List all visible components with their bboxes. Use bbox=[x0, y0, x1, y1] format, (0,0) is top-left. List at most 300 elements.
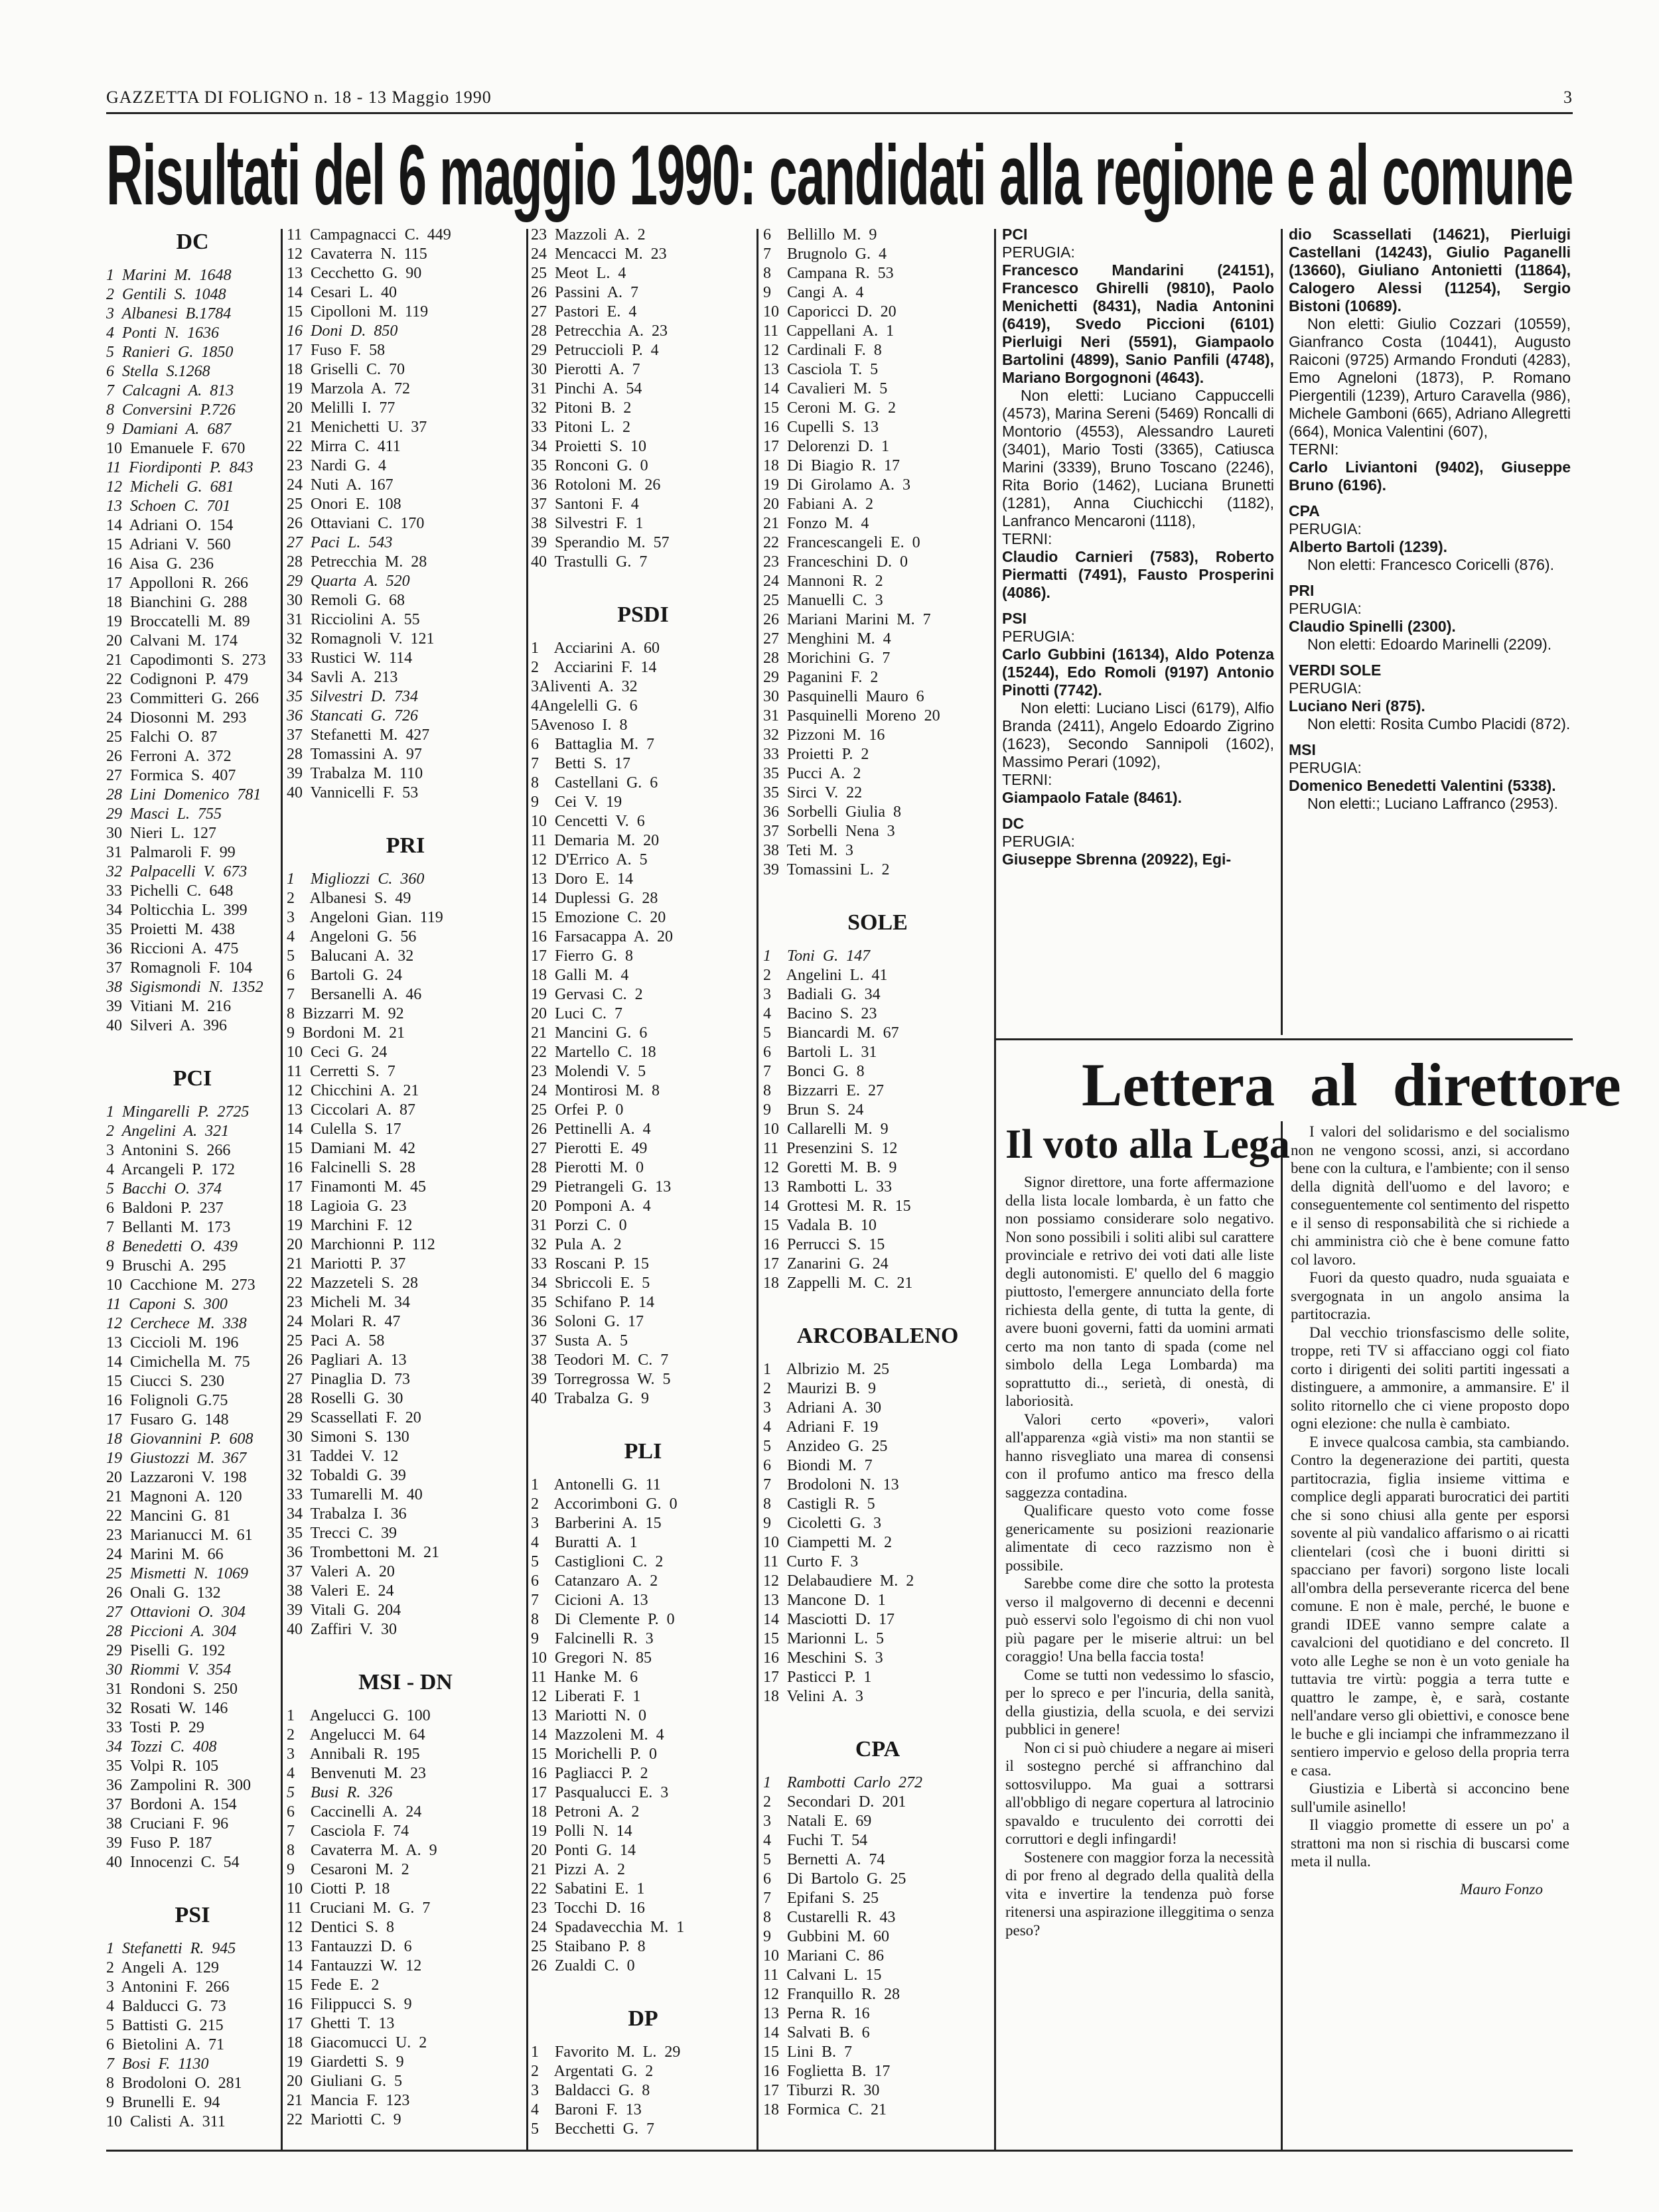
candidate-row: 24 Mannoni R. 2 bbox=[763, 573, 883, 590]
candidate-row: 2 Albanesi S. 49 bbox=[287, 890, 411, 907]
candidate-row: 12 Micheli G. 681 bbox=[106, 478, 234, 496]
candidate-row: 38 Valeri E. 24 bbox=[287, 1582, 394, 1600]
candidate-row: 21 Magnoni A. 120 bbox=[106, 1488, 242, 1505]
candidate-row: 1 Angelucci G. 100 bbox=[287, 1707, 431, 1724]
candidate-row: 12 Liberati F. 1 bbox=[531, 1688, 641, 1705]
candidate-row: 16 Doni D. 850 bbox=[287, 322, 398, 340]
candidate-row: 1 Marini M. 1648 bbox=[106, 267, 232, 284]
candidate-row: 28 Lini Domenico 781 bbox=[106, 786, 261, 803]
elected-list: Claudio Carnieri (7583), Roberto Piermatti (7491), Fausto Prosperini (4086). bbox=[1002, 548, 1274, 601]
candidate-row: 36 Zampolini R. 300 bbox=[106, 1777, 251, 1794]
candidate-row: 10 Callarelli M. 9 bbox=[763, 1121, 889, 1138]
candidate-row: 29 Masci L. 755 bbox=[106, 805, 222, 823]
candidate-row: 1 Favorito M. L. 29 bbox=[531, 2043, 681, 2061]
candidate-row: 17 Zanarini G. 24 bbox=[763, 1255, 889, 1273]
candidate-row: 4 Bacino S. 23 bbox=[763, 1005, 877, 1022]
candidate-row: 32 Pitoni B. 2 bbox=[531, 399, 632, 417]
candidate-row: 22 Codignoni P. 479 bbox=[106, 671, 249, 688]
candidate-row: 13 Mancone D. 1 bbox=[763, 1592, 886, 1609]
candidate-row: 18 Lagioia G. 23 bbox=[287, 1198, 407, 1215]
party-heading: PCI bbox=[173, 1066, 212, 1091]
candidate-row: 17 Finamonti M. 45 bbox=[287, 1178, 427, 1196]
result-constituency: PERUGIA: bbox=[1289, 520, 1362, 537]
candidate-row: 7 Casciola F. 74 bbox=[287, 1823, 409, 1840]
candidate-row: 10 Calisti A. 311 bbox=[106, 2113, 226, 2130]
non-elected-list: Non eletti: Luciano Lisci (6179), Alfio Branda (2411), Angelo Edoardo Zigrino (1623), Secondo Sannipoli (1602), Massimo Perari (1092), bbox=[1002, 699, 1274, 770]
candidate-row: 24 Molari R. 47 bbox=[287, 1313, 401, 1330]
candidate-row: 28 Petrecchia M. 28 bbox=[287, 553, 427, 571]
candidate-row: 32 Romagnoli V. 121 bbox=[287, 630, 435, 648]
candidate-row: 9 Falcinelli R. 3 bbox=[531, 1630, 654, 1647]
candidate-row: 22 Mazzeteli S. 28 bbox=[287, 1275, 418, 1292]
candidate-row: 11 Curto F. 3 bbox=[763, 1553, 859, 1570]
candidate-row: 7 Epifani S. 25 bbox=[763, 1890, 879, 1907]
candidate-row: 25 Orfei P. 0 bbox=[531, 1101, 624, 1119]
candidate-row: 3 Baldacci G. 8 bbox=[531, 2082, 650, 2099]
elected-list: Carlo Liviantoni (9402), Giuseppe Bruno (6196). bbox=[1289, 458, 1571, 494]
candidate-row: 15 Ciucci S. 230 bbox=[106, 1373, 224, 1390]
candidate-row: 18 Formica C. 21 bbox=[763, 2101, 887, 2118]
candidate-row: 1 Rambotti Carlo 272 bbox=[763, 1774, 923, 1791]
candidate-row: 35 Pucci A. 2 bbox=[763, 765, 861, 782]
candidate-row: 5 Castiglioni C. 2 bbox=[531, 1553, 664, 1570]
candidate-row: 30 Riommi V. 354 bbox=[106, 1661, 232, 1679]
candidate-row: 8 Custarelli R. 43 bbox=[763, 1909, 896, 1926]
candidate-row: 6 Di Bartolo G. 25 bbox=[763, 1870, 906, 1888]
candidate-row: 40 Trastulli G. 7 bbox=[531, 553, 648, 571]
party-heading: CPA bbox=[855, 1737, 901, 1762]
candidate-row: 27 Paci L. 543 bbox=[287, 534, 393, 551]
candidate-row: 3 Angeloni Gian. 119 bbox=[287, 909, 443, 926]
candidate-row: 10 Cencetti V. 6 bbox=[531, 813, 645, 830]
candidate-row: 11 Fiordiponti P. 843 bbox=[106, 459, 253, 476]
candidate-row: 27 Formica S. 407 bbox=[106, 767, 236, 784]
candidate-row: 20 Lazzaroni V. 198 bbox=[106, 1469, 247, 1486]
candidate-row: 37 Sorbelli Nena 3 bbox=[763, 823, 895, 840]
candidate-row: 5 Battisti G. 215 bbox=[106, 2017, 224, 2034]
party-heading: ARCOBALENO bbox=[796, 1324, 959, 1348]
candidate-row: 6 Bietolini A. 71 bbox=[106, 2036, 225, 2053]
candidate-row: 3 Natali E. 69 bbox=[763, 1813, 872, 1830]
candidate-row: 18 Petroni A. 2 bbox=[531, 1803, 640, 1821]
letter-paragraph: Come se tutti non vedessimo lo sfascio, per lo spreco e per l'incuria, della sanità, della giustizia, della scuola, e dei servizi pubblici in genere! bbox=[1005, 1666, 1274, 1738]
letter-paragraph: Giustizia e Libertà si acconcino bene sull'umile asinello! bbox=[1291, 1780, 1569, 1815]
candidate-row: 12 Franquillo R. 28 bbox=[763, 1986, 901, 2003]
candidate-row: 25 Onori E. 108 bbox=[287, 496, 401, 513]
candidate-row: 9 Brun S. 24 bbox=[763, 1101, 864, 1119]
result-party: PCI bbox=[1002, 226, 1028, 243]
candidate-row: 12 Cavaterra N. 115 bbox=[287, 245, 427, 263]
party-heading: DC bbox=[176, 230, 209, 254]
candidate-row: 3 Antonini S. 266 bbox=[106, 1142, 231, 1159]
candidate-row: 26 Pettinelli A. 4 bbox=[531, 1121, 651, 1138]
candidate-row: 30 Pasquinelli Mauro 6 bbox=[763, 688, 924, 705]
candidate-row: 7 Brugnolo G. 4 bbox=[763, 245, 887, 263]
candidate-row: 3 Adriani A. 30 bbox=[763, 1399, 881, 1417]
candidate-row: 39 Vitali G. 204 bbox=[287, 1602, 401, 1619]
candidate-row: 11 Calvani L. 15 bbox=[763, 1967, 882, 1984]
candidate-row: 14 Mazzoleni M. 4 bbox=[531, 1726, 664, 1744]
party-heading: PSI bbox=[175, 1903, 210, 1927]
candidate-row: 13 Ciccioli M. 196 bbox=[106, 1334, 239, 1351]
masthead-title: GAZZETTA DI FOLIGNO n. 18 - 13 Maggio 1990 bbox=[106, 88, 492, 107]
candidate-row: 5Avenoso I. 8 bbox=[531, 717, 628, 734]
candidate-row: 18 Velini A. 3 bbox=[763, 1688, 863, 1705]
elected-list: Giampaolo Fatale (8461). bbox=[1002, 789, 1182, 806]
candidate-row: 26 Onali G. 132 bbox=[106, 1584, 221, 1602]
candidate-row: 13 Schoen C. 701 bbox=[106, 498, 231, 515]
candidate-row: 23 Mazzoli A. 2 bbox=[531, 226, 646, 243]
candidate-row: 25 Paci A. 58 bbox=[287, 1332, 385, 1349]
candidate-row: 13 Fantauzzi D. 6 bbox=[287, 1938, 412, 1955]
page-number: 3 bbox=[1563, 88, 1573, 107]
candidate-row: 22 Mirra C. 411 bbox=[287, 438, 401, 455]
candidate-row: 30 Remoli G. 68 bbox=[287, 592, 405, 609]
candidate-row: 24 Marini M. 66 bbox=[106, 1546, 224, 1563]
candidate-row: 37 Susta A. 5 bbox=[531, 1332, 628, 1349]
candidate-row: 21 Mancia F. 123 bbox=[287, 2092, 410, 2109]
candidate-row: 33 Pitoni L. 2 bbox=[531, 419, 631, 436]
candidate-row: 35 Volpi R. 105 bbox=[106, 1758, 219, 1775]
party-heading: MSI - DN bbox=[358, 1670, 453, 1694]
candidate-row: 11 Cappellani A. 1 bbox=[763, 322, 895, 340]
candidate-row: 12 Cerchece M. 338 bbox=[106, 1315, 247, 1332]
candidate-row: 29 Piselli G. 192 bbox=[106, 1642, 226, 1659]
non-elected-list: Non eletti: Luciano Cappuccelli (4573), Marina Sereni (5469) Roncalli di Montorio (4553), Alessandro Laureti (3401), Mario Tosti (3365), Catiusca Marini (3339), Bruno Toscano (2246), Rita Borio (1462), Luciana Brunetti (1281), Anna Ciuchicchi (1182), Lanfranco Mencaroni (1118), bbox=[1002, 387, 1274, 529]
candidate-row: 36 Sorbelli Giulia 8 bbox=[763, 803, 901, 821]
candidate-row: 7 Cicioni A. 13 bbox=[531, 1592, 648, 1609]
candidate-row: 28 Tomassini A. 97 bbox=[287, 746, 422, 763]
candidate-row: 19 Giardetti S. 9 bbox=[287, 2053, 404, 2071]
candidate-row: 8 Bizzarri M. 92 bbox=[287, 1005, 404, 1022]
candidate-row: 18 Di Biagio R. 17 bbox=[763, 457, 901, 474]
non-elected-list: Non eletti: Rosita Cumbo Placidi (872). bbox=[1307, 715, 1571, 732]
candidate-row: 4 Adriani F. 19 bbox=[763, 1418, 879, 1436]
candidate-row: 37 Santoni F. 4 bbox=[531, 496, 639, 513]
candidate-row: 24 Montirosi M. 8 bbox=[531, 1082, 660, 1099]
candidate-row: 35 Ronconi G. 0 bbox=[531, 457, 648, 474]
candidate-row: 3 Antonini F. 266 bbox=[106, 1978, 230, 1996]
candidate-row: 10 Ciampetti M. 2 bbox=[763, 1534, 892, 1551]
candidate-row: 8 Castellani G. 6 bbox=[531, 774, 658, 792]
letter-title: Il voto alla Lega bbox=[1005, 1122, 1290, 1167]
candidate-row: 17 Pasqualucci E. 3 bbox=[531, 1784, 669, 1801]
headline-text: Risultati del 6 maggio 1990: candidati alla regione e al comune bbox=[106, 128, 1573, 223]
candidate-row: 16 Folignoli G.75 bbox=[106, 1392, 228, 1409]
candidate-row: 2 Angeli A. 129 bbox=[106, 1959, 220, 1976]
candidate-row: 15 Emozione C. 20 bbox=[531, 909, 666, 926]
candidate-row: 37 Bordoni A. 154 bbox=[106, 1796, 237, 1813]
candidate-row: 26 Ottaviani C. 170 bbox=[287, 515, 425, 532]
candidate-row: 10 Ceci G. 24 bbox=[287, 1044, 388, 1061]
candidate-row: 39 Sperandio M. 57 bbox=[531, 534, 670, 551]
candidate-row: 6 Stella S.1268 bbox=[106, 363, 210, 380]
candidate-row: 4 Ponti N. 1636 bbox=[106, 324, 220, 342]
result-constituency: PERUGIA: bbox=[1289, 679, 1362, 697]
candidate-row: 33 Rustici W. 114 bbox=[287, 650, 413, 667]
result-constituency: TERNI: bbox=[1002, 771, 1052, 788]
candidate-column bbox=[106, 226, 279, 2132]
candidate-row: 6 Bartoli G. 24 bbox=[287, 967, 402, 984]
candidate-row: 40 Innocenzi C. 54 bbox=[106, 1854, 240, 1871]
elected-list: Carlo Gubbini (16134), Aldo Potenza (15244), Edo Romoli (9197) Antonio Pinotti (7742). bbox=[1002, 646, 1274, 699]
candidate-row: 22 Mancini G. 81 bbox=[106, 1507, 231, 1525]
column-divider bbox=[757, 229, 758, 2150]
letter-paragraph: Non ci si può chiudere a negare ai miseri il sostegno perché si affranchino dal sottosviluppo. Ma guai a sottrarsi all'obbligo di negare copertura al latrocinio spavaldo e truculento dei corrotti dei corruttori e degli infingardi! bbox=[1005, 1739, 1274, 1847]
letter-paragraph: Sostenere con maggior forza la necessità di por freno al degrado della qualità della vita e invertire la tendenza può forse ritenersi una aspirazione illeggitima o senza peso? bbox=[1005, 1848, 1274, 1939]
elected-list: Domenico Benedetti Valentini (5338). bbox=[1289, 777, 1556, 794]
result-party: PSI bbox=[1002, 610, 1027, 627]
candidate-row: 8 Castigli R. 5 bbox=[763, 1495, 875, 1513]
candidate-row: 40 Silveri A. 396 bbox=[106, 1017, 228, 1034]
candidate-row: 19 Marzola A. 72 bbox=[287, 380, 410, 397]
candidate-row: 9 Bruschi A. 295 bbox=[106, 1257, 226, 1275]
candidate-row: 1 Toni G. 147 bbox=[763, 947, 871, 965]
candidate-row: 39 Trabalza M. 110 bbox=[287, 765, 423, 782]
candidate-row: 4Angelelli G. 6 bbox=[531, 697, 638, 715]
candidate-row: 25 Falchi O. 87 bbox=[106, 728, 218, 746]
candidate-row: 8 Conversini P.726 bbox=[106, 401, 236, 419]
candidate-row: 7 Calcagni A. 813 bbox=[106, 382, 234, 399]
candidate-row: 10 Gregori N. 85 bbox=[531, 1649, 652, 1667]
letter-paragraph: Valori certo «poveri», valori all'apparenza «già visti» ma non stantii se hanno risvegliato una marea di consensi con il profumo antico ma fresco della saggezza contadina. bbox=[1005, 1411, 1274, 1501]
letter-paragraph: Signor direttore, una forte affermazione della lista locale lombarda, è un fatto che non possiamo considerare solo negativo. Non sono possibili i soliti alibi sul carattere provinciale e retrivo dei voti dati alle liste degli autonomisti. E' quello del 6 maggio piuttosto, l'emergere annunciato della forte richiesta della gente, di tutta la gente, di avere buoni governi, fatti da uomini armati certo ma non tanto di spada (come nel simbolo della Lega Lombarda) ma soprattutto di.., serietà, di onestà, di laboriosità. bbox=[1005, 1174, 1274, 1409]
candidate-row: 33 Pichelli C. 648 bbox=[106, 882, 234, 900]
candidate-row: 17 Pasticci P. 1 bbox=[763, 1669, 872, 1686]
candidate-row: 40 Trabalza G. 9 bbox=[531, 1390, 649, 1407]
non-elected-list: Non eletti: Giulio Cozzari (10559), Gianfranco Costa (10441), Augusto Raiconi (9725) Armando Fronduti (4283), Emo Agneloni (1873), P. Romano Piergentili (1239), Arturo Caravella (986), Michele Gamboni (665), Adriano Allegretti (664), Monica Valentini (607), bbox=[1289, 315, 1571, 440]
candidate-row: 8 Benedetti O. 439 bbox=[106, 1238, 238, 1255]
candidate-row: 27 Ottavioni O. 304 bbox=[106, 1604, 246, 1621]
candidate-row: 40 Vannicelli F. 53 bbox=[287, 784, 419, 801]
result-constituency: PERUGIA: bbox=[1002, 243, 1075, 261]
candidate-row: 17 Tiburzi R. 30 bbox=[763, 2082, 880, 2099]
candidate-row: 28 Pierotti M. 0 bbox=[531, 1159, 644, 1176]
candidate-row: 12 Dentici S. 8 bbox=[287, 1919, 394, 1936]
candidate-row: 21 Mancini G. 6 bbox=[531, 1024, 648, 1042]
candidate-row: 29 Petruccioli P. 4 bbox=[531, 342, 659, 359]
letter-paragraph: E invece qualcosa cambia, sta cambiando. Contro la degenerazione dei partiti, questa partitocrazia, figlia insieme vittima e complice degli apparati burocratici dei partiti che si sono chiusi alla gente per esporsi sovente al più vandalico affarismo o ai ricatti clientelari (così che i buoni diritti si spacciano per favori) sorgono liste locali all'ombra della perseverante ricerca del bene comune. E non è male, perché, le buone e grandi IDEE vanno sempre calate a cavalcioni del quotidiano e del concreto. Il voto alle Leghe se non è un voto geniale ha tuttavia tre virtù: poggia a terra tutte e quattro le zampe, è, e sarà, costante nell'andare verso gli obiettivi, e conosce bene le buche e gli inciampi che inframmezzano il sentiero impervio e geloso della propria terra e casa. bbox=[1291, 1433, 1569, 1779]
letter-paragraph: Fuori da questo quadro, nuda sguaiata e svergognata in un angolo ansima la partitocrazia. bbox=[1291, 1269, 1569, 1322]
candidate-row: 39 Torregrossa W. 5 bbox=[531, 1371, 671, 1388]
candidate-row: 6 Caccinelli A. 24 bbox=[287, 1803, 422, 1821]
candidate-row: 17 Appolloni R. 266 bbox=[106, 575, 249, 592]
candidate-row: 16 Aisa G. 236 bbox=[106, 555, 214, 573]
candidate-row: 27 Menghini M. 4 bbox=[763, 630, 891, 648]
candidate-row: 35 Trecci C. 39 bbox=[287, 1525, 397, 1542]
section-rule bbox=[995, 1038, 1573, 1040]
candidate-row: 39 Tomassini L. 2 bbox=[763, 861, 890, 878]
candidate-row: 17 Fuso F. 58 bbox=[287, 342, 386, 359]
candidate-row: 33 Roscani P. 15 bbox=[531, 1255, 650, 1273]
candidate-row: 18 Bianchini G. 288 bbox=[106, 594, 248, 611]
candidate-row: 5 Bacchi O. 374 bbox=[106, 1180, 222, 1198]
candidate-row: 22 Martello C. 18 bbox=[531, 1044, 656, 1061]
letter-paragraph: Il viaggio promette di essere un po' a strattoni ma non si rischia di buscarsi come meta il nulla. bbox=[1291, 1817, 1569, 1870]
candidate-row: 8 Brodoloni O. 281 bbox=[106, 2075, 242, 2092]
candidate-row: 22 Sabatini E. 1 bbox=[531, 1880, 645, 1898]
candidate-row: 25 Staibano P. 8 bbox=[531, 1938, 646, 1955]
candidate-row: 34 Trabalza I. 36 bbox=[287, 1505, 407, 1523]
candidate-row: 20 Fabiani A. 2 bbox=[763, 496, 873, 513]
candidate-row: 31 Taddei V. 12 bbox=[287, 1448, 399, 1465]
candidate-row: 36 Trombettoni M. 21 bbox=[287, 1544, 440, 1561]
candidate-row: 1 Mingarelli P. 2725 bbox=[106, 1103, 250, 1121]
candidate-row: 32 Palpacelli V. 673 bbox=[106, 863, 248, 880]
elected-list: Claudio Spinelli (2300). bbox=[1289, 618, 1456, 635]
candidate-row: 32 Tobaldi G. 39 bbox=[287, 1467, 406, 1484]
candidate-row: 36 Riccioni A. 475 bbox=[106, 940, 239, 957]
candidate-row: 1 Stefanetti R. 945 bbox=[106, 1940, 236, 1957]
candidate-row: 5 Biancardi M. 67 bbox=[763, 1024, 899, 1042]
letter-paragraph: Dal vecchio trionsfascismo delle solite, troppe, reti TV si affacciano oggi col fiato corto i dirigenti dei soliti partiti ingessati a distinguere, a ammonire, a ammansire. E' il solito ritornello che ci viene proposto dopo ogni elezione: che nulla è cambiato. bbox=[1291, 1324, 1569, 1432]
candidate-row: 2 Secondari D. 201 bbox=[763, 1793, 906, 1811]
candidate-row: 5 Ranieri G. 1850 bbox=[106, 344, 234, 361]
candidate-row: 4 Baroni F. 13 bbox=[531, 2101, 642, 2118]
candidate-row: 2 Accorimboni G. 0 bbox=[531, 1495, 678, 1513]
candidate-row: 23 Micheli M. 34 bbox=[287, 1294, 410, 1311]
candidate-row: 3 Badiali G. 34 bbox=[763, 986, 881, 1003]
candidate-row: 16 Cupelli S. 13 bbox=[763, 419, 879, 436]
candidate-row: 16 Foglietta B. 17 bbox=[763, 2063, 891, 2080]
candidate-row: 35 Schifano P. 14 bbox=[531, 1294, 654, 1311]
candidate-row: 33 Tosti P. 29 bbox=[106, 1719, 204, 1736]
candidate-row: 29 Pietrangeli G. 13 bbox=[531, 1178, 672, 1196]
candidate-row: 7 Bellanti M. 173 bbox=[106, 1219, 231, 1236]
candidate-row: 13 Mariotti N. 0 bbox=[531, 1707, 646, 1724]
candidate-row: 6 Bartoli L. 31 bbox=[763, 1044, 877, 1061]
bottom-rule bbox=[106, 2150, 1573, 2152]
candidate-row: 20 Luci C. 7 bbox=[531, 1005, 622, 1022]
candidate-row: 4 Benvenuti M. 23 bbox=[287, 1765, 426, 1782]
candidate-row: 2 Gentili S. 1048 bbox=[106, 286, 226, 303]
elected-list: Alberto Bartoli (1239). bbox=[1289, 538, 1447, 555]
candidate-row: 39 Fuso P. 187 bbox=[106, 1834, 212, 1852]
candidate-row: 8 Campana R. 53 bbox=[763, 265, 894, 282]
column-divider bbox=[1281, 229, 1283, 1035]
candidate-row: 11 Hanke M. 6 bbox=[531, 1669, 638, 1686]
candidate-row: 16 Falcinelli S. 28 bbox=[287, 1159, 415, 1176]
candidate-row: 38 Cruciani F. 96 bbox=[106, 1815, 229, 1832]
candidate-row: 19 Polli N. 14 bbox=[531, 1823, 632, 1840]
candidate-row: 36 Rotoloni M. 26 bbox=[531, 476, 661, 494]
column-divider bbox=[994, 229, 996, 2150]
candidate-row: 4 Buratti A. 1 bbox=[531, 1534, 638, 1551]
candidate-row: 19 Giustozzi M. 367 bbox=[106, 1450, 247, 1467]
candidate-row: 9 Cangi A. 4 bbox=[763, 284, 864, 301]
candidate-row: 35 Sirci V. 22 bbox=[763, 784, 863, 801]
party-heading: PRI bbox=[386, 833, 425, 858]
result-constituency: PERUGIA: bbox=[1289, 759, 1362, 776]
candidate-row: 4 Balducci G. 73 bbox=[106, 1998, 226, 2015]
elected-list: Luciano Neri (875). bbox=[1289, 697, 1425, 715]
candidate-row: 15 Marionni L. 5 bbox=[763, 1630, 884, 1647]
candidate-row: 5 Becchetti G. 7 bbox=[531, 2120, 654, 2138]
candidate-row: 3 Annibali R. 195 bbox=[287, 1746, 420, 1763]
candidate-row: 8 Bizzarri E. 27 bbox=[763, 1082, 884, 1099]
candidate-column bbox=[531, 226, 755, 2139]
candidate-row: 3Aliventi A. 32 bbox=[531, 678, 638, 695]
candidate-row: 2 Angelucci M. 64 bbox=[287, 1726, 425, 1744]
candidate-row: 28 Morichini G. 7 bbox=[763, 650, 891, 667]
candidate-row: 23 Marianucci M. 61 bbox=[106, 1527, 253, 1544]
candidate-row: 25 Mismetti N. 1069 bbox=[106, 1565, 248, 1582]
candidate-row: 32 Pizzoni M. 16 bbox=[763, 726, 885, 744]
candidate-row: 2 Argentati G. 2 bbox=[531, 2063, 654, 2080]
candidate-row: 14 Masciotti D. 17 bbox=[763, 1611, 895, 1628]
candidate-row: 18 Griselli C. 70 bbox=[287, 361, 405, 378]
candidate-row: 14 Culella S. 17 bbox=[287, 1121, 401, 1138]
candidate-row: 15 Damiani M. 42 bbox=[287, 1140, 415, 1157]
candidate-row: 12 Chicchini A. 21 bbox=[287, 1082, 419, 1099]
candidate-row: 2 Angelini L. 41 bbox=[763, 967, 888, 984]
candidate-row: 31 Pasquinelli Moreno 20 bbox=[763, 707, 940, 725]
candidate-row: 34 Proietti S. 10 bbox=[531, 438, 647, 455]
party-heading: SOLE bbox=[847, 910, 908, 935]
candidate-row: 23 Nardi G. 4 bbox=[287, 457, 386, 474]
candidate-row: 29 Paganini F. 2 bbox=[763, 669, 879, 686]
candidate-row: 1 Albrizio M. 25 bbox=[763, 1361, 889, 1378]
non-elected-list: Non eletti: Francesco Coricelli (876). bbox=[1307, 556, 1554, 573]
candidate-row: 9 Brunelli E. 94 bbox=[106, 2094, 220, 2111]
result-constituency: TERNI: bbox=[1002, 530, 1052, 547]
candidate-row: 2 Angelini A. 321 bbox=[106, 1123, 230, 1140]
candidate-row: 12 Delabaudiere M. 2 bbox=[763, 1572, 914, 1590]
result-constituency: PERUGIA: bbox=[1002, 628, 1075, 645]
candidate-row: 10 Ciotti P. 18 bbox=[287, 1880, 390, 1898]
result-party: MSI bbox=[1289, 741, 1316, 758]
candidate-row: 19 Di Girolamo A. 3 bbox=[763, 476, 910, 494]
candidate-row: 8 Cavaterra M. A. 9 bbox=[287, 1842, 437, 1859]
candidate-row: 17 Delorenzi D. 1 bbox=[763, 438, 889, 455]
result-constituency: PERUGIA: bbox=[1002, 833, 1075, 850]
candidate-row: 9 Cesaroni M. 2 bbox=[287, 1861, 409, 1878]
candidate-row: 4 Fuchi T. 54 bbox=[763, 1832, 868, 1849]
candidate-row: 10 Mariani C. 86 bbox=[763, 1947, 884, 1965]
candidate-row: 15 Adriani V. 560 bbox=[106, 536, 231, 553]
candidate-row: 40 Zaffiri V. 30 bbox=[287, 1621, 397, 1638]
candidate-row: 21 Fonzo M. 4 bbox=[763, 515, 869, 532]
candidate-row: 6 Battaglia M. 7 bbox=[531, 736, 654, 753]
candidate-row: 7 Brodoloni N. 13 bbox=[763, 1476, 899, 1493]
candidate-row: 23 Franceschini D. 0 bbox=[763, 553, 908, 571]
candidate-row: 5 Balucani A. 32 bbox=[287, 947, 414, 965]
candidate-row: 33 Tumarelli M. 40 bbox=[287, 1486, 423, 1503]
candidate-row: 23 Tocchi D. 16 bbox=[531, 1900, 645, 1917]
candidate-row: 22 Mariotti C. 9 bbox=[287, 2111, 401, 2128]
candidate-row: 36 Soloni G. 17 bbox=[531, 1313, 644, 1330]
candidate-row: 2 Acciarini F. 14 bbox=[531, 659, 657, 676]
candidate-row: 32 Pula A. 2 bbox=[531, 1236, 622, 1253]
candidate-row: 31 Rondoni S. 250 bbox=[106, 1681, 238, 1698]
candidate-row: 28 Piccioni A. 304 bbox=[106, 1623, 237, 1640]
result-party: DC bbox=[1002, 815, 1025, 832]
candidate-row: 24 Diosonni M. 293 bbox=[106, 709, 247, 726]
candidate-row: 35 Silvestri D. 734 bbox=[287, 688, 418, 705]
candidate-row: 10 Emanuele F. 670 bbox=[106, 440, 246, 457]
candidate-row: 39 Vitiani M. 216 bbox=[106, 998, 232, 1015]
candidate-row: 14 Fantauzzi W. 12 bbox=[287, 1957, 422, 1974]
candidate-row: 25 Manuelli C. 3 bbox=[763, 592, 883, 609]
candidate-row: 17 Fusaro G. 148 bbox=[106, 1411, 229, 1428]
candidate-row: 26 Zualdi C. 0 bbox=[531, 1957, 635, 1974]
candidate-row: 12 D'Errico A. 5 bbox=[531, 851, 648, 868]
candidate-row: 20 Giuliani G. 5 bbox=[287, 2073, 402, 2090]
candidate-row: 37 Stefanetti M. 427 bbox=[287, 726, 430, 744]
letter-signature: Mauro Fonzo bbox=[1459, 1880, 1543, 1898]
candidate-row: 15 Ceroni M. G. 2 bbox=[763, 399, 896, 417]
candidate-row: 34 Sbriccoli E. 5 bbox=[531, 1275, 650, 1292]
